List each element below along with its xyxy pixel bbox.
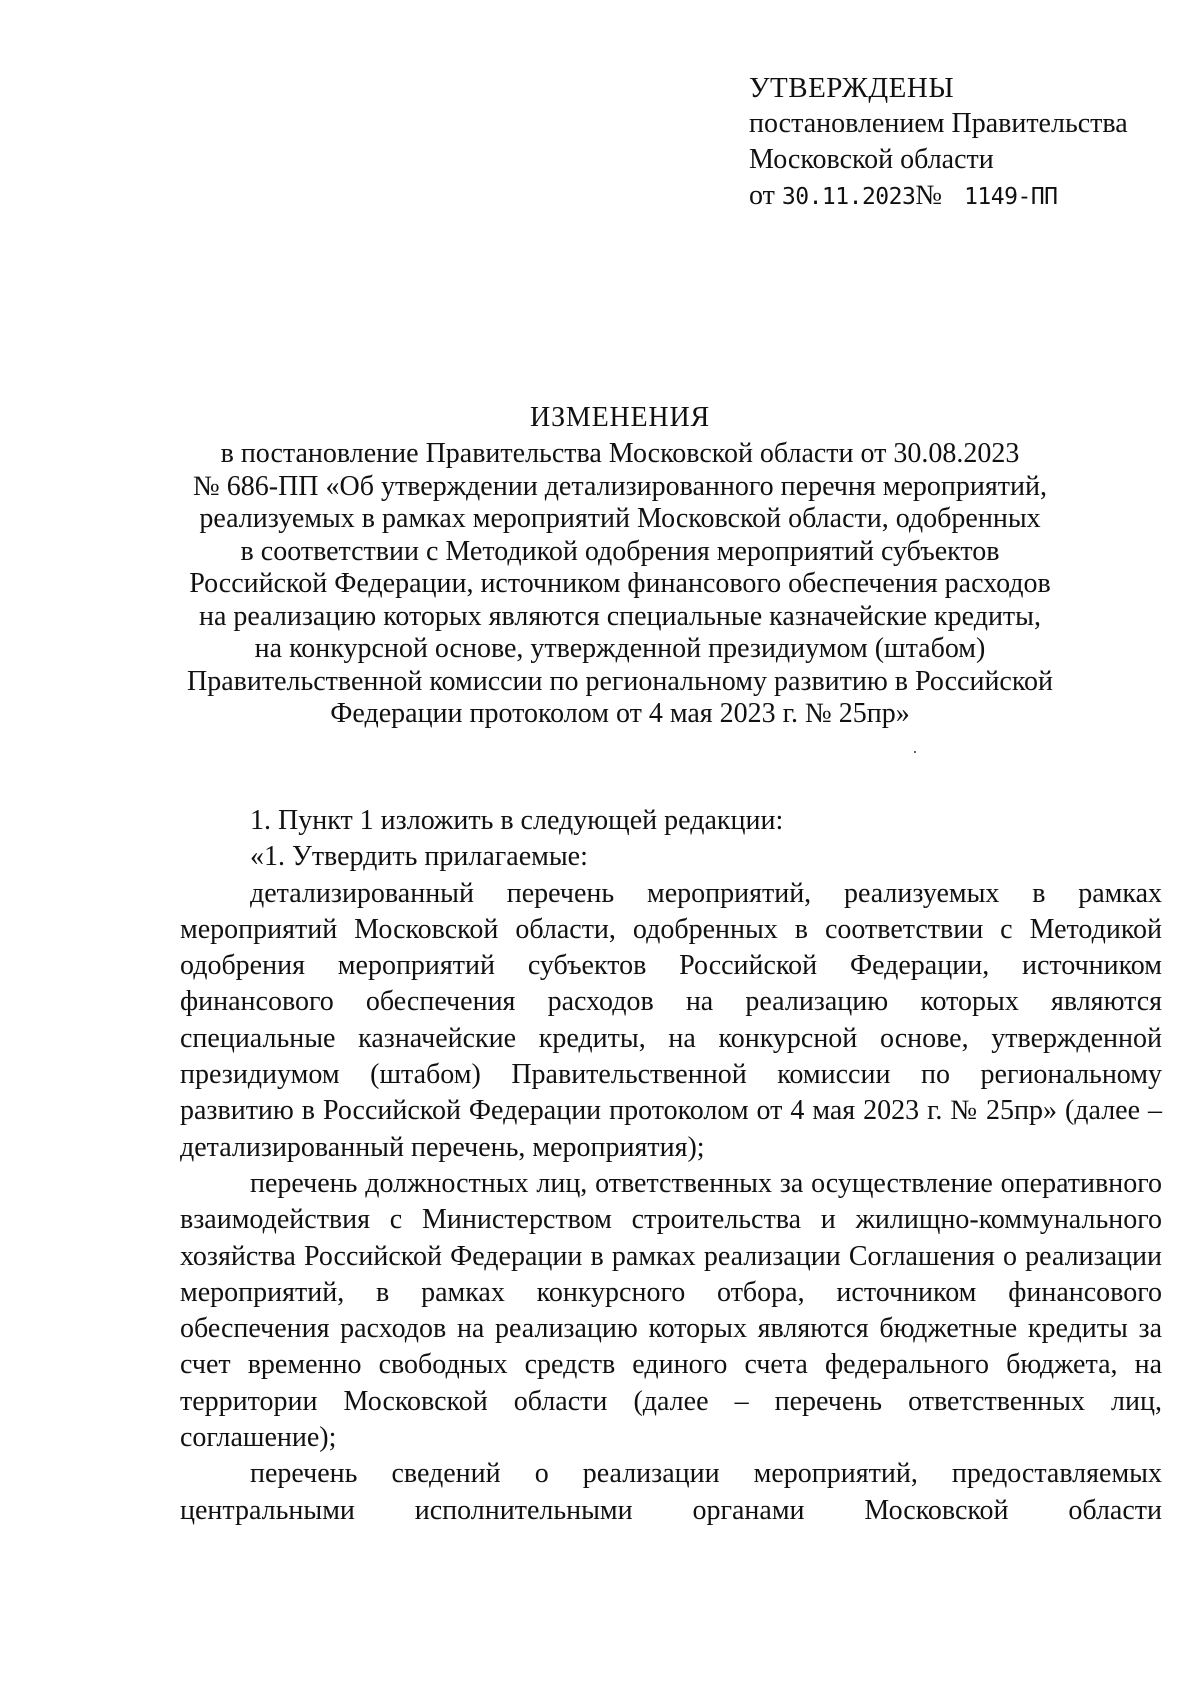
approve-line: «1. Утвердить прилагаемые:	[250, 841, 588, 873]
paragraph-officials-list: перечень должностных лиц, ответственных за осуществление оперативного взаимодействия с Министерством строительства и жилищно-коммунального хозяйства Российской Федерации в рамках реализации Соглашения о реализации мероприятий, в рамках конкурсного отбора, источником финансового обеспечения расходов на реализацию которых являются бюджетные кредиты за счет временно свободных средств единого счета федерального бюджета, на территории Московской области (далее – перечень ответственных лиц, соглашение);	[180, 1167, 1162, 1454]
approval-date: 30.11.2023	[781, 184, 916, 210]
document-title: ИЗМЕНЕНИЯ	[530, 402, 710, 433]
subtitle-line: реализуемых в рамках мероприятий Московской области, одобренных	[199, 503, 1041, 534]
approval-heading: УТВЕРЖДЕНЫ	[749, 72, 955, 104]
approval-line-2: Московской области	[749, 144, 994, 175]
number-sign: №	[915, 180, 943, 211]
subtitle-line: в соответствии с Методикой одобрения мероприятий субъектов	[240, 535, 1000, 567]
subtitle-line: № 686-ПП «Об утверждении детализированного перечня мероприятий,	[193, 470, 1047, 502]
subtitle-line: на конкурсной основе, утвержденной президиумом (штабом)	[254, 633, 986, 664]
approval-number: 1149-ПП	[964, 184, 1058, 210]
document-body	[180, 803, 1162, 1529]
date-prefix: от	[749, 180, 775, 211]
document-title-block	[180, 398, 1060, 731]
subtitle-line: Федерации протоколом от 4 мая 2023 г. № 25пр»	[330, 698, 910, 729]
subtitle-line: Российской Федерации, источником финансового обеспечения расходов	[189, 568, 1051, 599]
paragraph-detailed-list: детализированный перечень мероприятий, реализуемых в рамках мероприятий Московской области, одобренных в соответствии с Методикой одобрения мероприятий субъектов Российской Федерации, источником финансового обеспечения расходов на реализацию которых являются специальные казначейские кредиты, на конкурсной основе, утвержденной президиумом (штабом) Правительственной комиссии по региональному развитию в Российской Федерации протоколом от 4 мая 2023 г. № 25пр» (далее – детализированный перечень, мероприятия);	[180, 877, 1162, 1163]
subtitle-line: в постановление Правительства Московской области от 30.08.2023	[220, 438, 1020, 469]
document-subtitle	[180, 438, 1060, 731]
subtitle-line: Правительственной комиссии по региональному развитию в Российской	[186, 665, 1054, 697]
subtitle-line: на реализацию которых являются специальные казначейские кредиты,	[199, 600, 1041, 632]
approval-date-line	[749, 178, 1128, 215]
approval-stamp	[749, 70, 1128, 215]
approval-line-1: постановлением Правительства	[749, 108, 1128, 139]
item-1: 1. Пункт 1 изложить в следующей редакции:	[250, 805, 784, 836]
paragraph-info-list: перечень сведений о реализации мероприятий, предоставляемых центральными исполнительными органами Московской области	[180, 1458, 1162, 1526]
scan-speck	[914, 751, 916, 753]
